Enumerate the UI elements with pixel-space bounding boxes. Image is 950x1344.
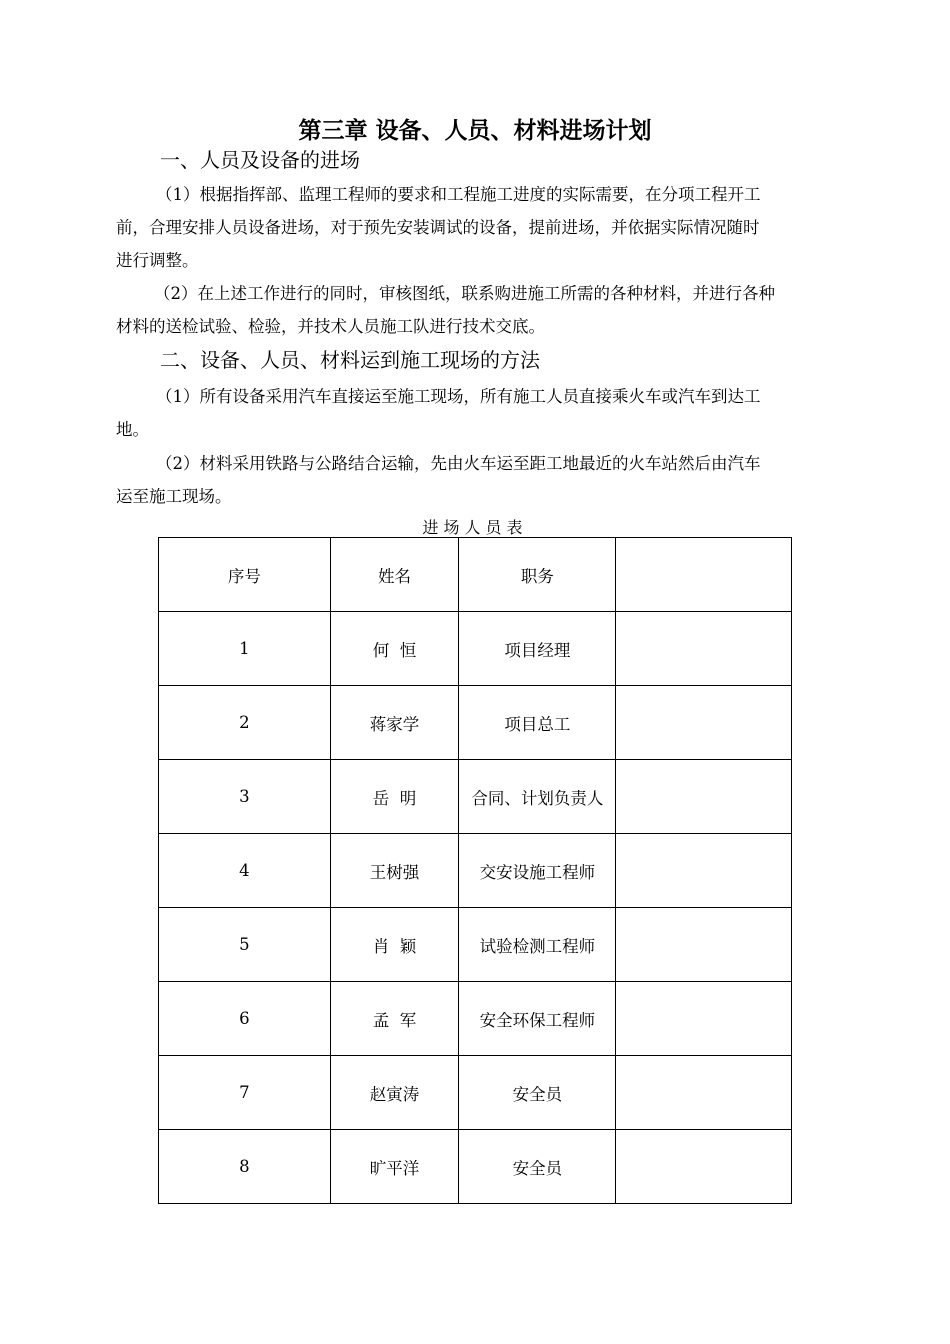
text-line: （2）材料采用铁路与公路结合运输，先由火车运至距工地最近的火车站然后由汽车 xyxy=(156,454,761,473)
cell-name: 旷平洋 xyxy=(330,1130,459,1204)
cell-blank xyxy=(616,760,792,834)
cell-position: 交安设施工程师 xyxy=(459,834,616,908)
cell-blank xyxy=(616,908,792,982)
cell-position: 安全员 xyxy=(459,1130,616,1204)
text-line: （1）所有设备采用汽车直接运至施工现场，所有施工人员直接乘火车或汽车到达工 xyxy=(156,387,761,406)
header-cell-number: 序号 xyxy=(159,538,331,612)
cell-name: 王树强 xyxy=(330,834,459,908)
header-cell-position: 职务 xyxy=(459,538,616,612)
header-cell-blank xyxy=(616,538,792,612)
table-row xyxy=(159,1130,792,1204)
cell-number: 8 xyxy=(159,1130,331,1204)
text-line: 地。 xyxy=(116,420,149,439)
table-row xyxy=(159,1056,792,1130)
cell-blank xyxy=(616,612,792,686)
paragraph-materials-transport xyxy=(116,447,836,513)
cell-position: 安全环保工程师 xyxy=(459,982,616,1056)
table-row xyxy=(159,760,792,834)
cell-position: 合同、计划负责人 xyxy=(459,760,616,834)
paragraph-equipment-transport xyxy=(116,380,836,446)
table-row xyxy=(159,612,792,686)
cell-blank xyxy=(616,982,792,1056)
paragraph-materials-procurement xyxy=(116,277,836,343)
paragraph-entry-arrangement xyxy=(116,178,836,277)
cell-blank xyxy=(616,834,792,908)
cell-blank xyxy=(616,686,792,760)
cell-name: 何 恒 xyxy=(330,612,459,686)
table-row xyxy=(159,982,792,1056)
table-header-row xyxy=(159,538,792,612)
cell-name: 肖 颖 xyxy=(330,908,459,982)
cell-number: 6 xyxy=(159,982,331,1056)
cell-name: 蒋家学 xyxy=(330,686,459,760)
text-line: 材料的送检试验、检验，并技术人员施工队进行技术交底。 xyxy=(116,317,545,336)
cell-number: 4 xyxy=(159,834,331,908)
cell-name: 赵寅涛 xyxy=(330,1056,459,1130)
cell-number: 3 xyxy=(159,760,331,834)
text-line: （2）在上述工作进行的同时，审核图纸，联系购进施工所需的各种材料，并进行各种 xyxy=(154,284,775,303)
table-row xyxy=(159,686,792,760)
page-title: 第三章 设备、人员、材料进场计划 xyxy=(298,117,652,144)
section-heading-personnel-equipment-entry: 一、人员及设备的进场 xyxy=(160,148,360,172)
cell-number: 7 xyxy=(159,1056,331,1130)
cell-position: 项目经理 xyxy=(459,612,616,686)
table-caption: 进场人员表 xyxy=(422,518,528,537)
cell-name: 孟 军 xyxy=(330,982,459,1056)
cell-number: 1 xyxy=(159,612,331,686)
text-line: 进行调整。 xyxy=(116,251,199,270)
text-line: 运至施工现场。 xyxy=(116,487,232,506)
cell-number: 5 xyxy=(159,908,331,982)
text-line: （1）根据指挥部、监理工程师的要求和工程施工进度的实际需要，在分项工程开工 xyxy=(156,185,761,204)
text-line: 前，合理安排人员设备进场，对于预先安装调试的设备，提前进场，并依据实际情况随时 xyxy=(116,218,760,237)
personnel-table xyxy=(158,537,792,1204)
header-cell-name: 姓名 xyxy=(330,538,459,612)
cell-number: 2 xyxy=(159,686,331,760)
table-row xyxy=(159,908,792,982)
cell-position: 项目总工 xyxy=(459,686,616,760)
section-heading-transport-method: 二、设备、人员、材料运到施工现场的方法 xyxy=(160,348,540,372)
cell-position: 安全员 xyxy=(459,1056,616,1130)
cell-blank xyxy=(616,1056,792,1130)
table-row xyxy=(159,834,792,908)
cell-blank xyxy=(616,1130,792,1204)
cell-name: 岳 明 xyxy=(330,760,459,834)
cell-position: 试验检测工程师 xyxy=(459,908,616,982)
